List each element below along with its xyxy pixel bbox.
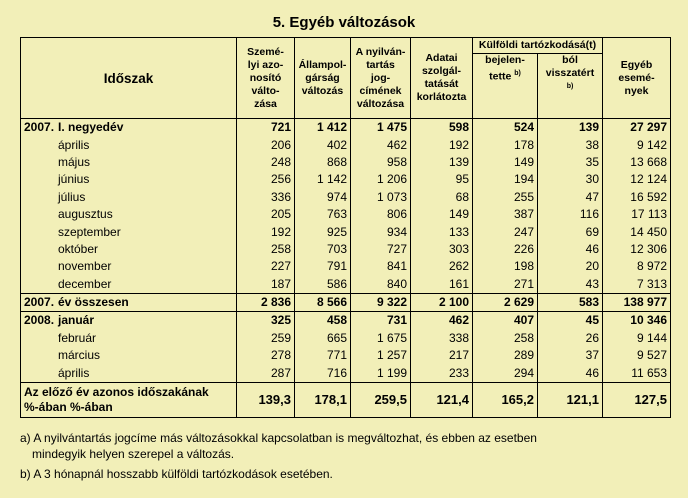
row-period	[21, 293, 237, 311]
row-label: július	[58, 189, 86, 204]
cell-value: 45	[538, 312, 603, 330]
row-period	[21, 206, 237, 223]
table-row	[21, 171, 671, 188]
header-adatszolgaltatas: Adatai szolgál- tatását korlátozta	[411, 38, 473, 119]
header-egyeb-esemenyek: Egyéb esemé- nyek	[603, 38, 671, 119]
cell-value: 226	[473, 241, 538, 258]
row-period	[21, 119, 237, 137]
cell-value: 402	[295, 136, 351, 153]
cell-value: 2 836	[237, 293, 295, 311]
cell-value: 716	[295, 364, 351, 382]
cell-value: 149	[473, 154, 538, 171]
cell-value: 11 653	[603, 364, 671, 382]
row-label: november	[58, 259, 112, 274]
cell-value: 247	[473, 223, 538, 240]
cell-value: 27 297	[603, 119, 671, 137]
cell-value: 806	[351, 206, 411, 223]
cell-value: 198	[473, 258, 538, 275]
cell-value: 338	[411, 330, 473, 347]
cell-value: 178	[473, 136, 538, 153]
cell-value: 139	[538, 119, 603, 137]
comparison-value: 259,5	[351, 382, 411, 417]
row-period	[21, 312, 237, 330]
row-label: április	[58, 365, 90, 380]
row-label: június	[58, 172, 90, 187]
row-label: október	[58, 241, 99, 256]
row-label: szeptember	[58, 224, 121, 239]
cell-value: 407	[473, 312, 538, 330]
cell-value: 20	[538, 258, 603, 275]
cell-value: 287	[237, 364, 295, 382]
table-row	[21, 258, 671, 275]
cell-value: 9 144	[603, 330, 671, 347]
cell-value: 840	[351, 276, 411, 294]
cell-value: 731	[351, 312, 411, 330]
cell-value: 13 668	[603, 154, 671, 171]
row-period	[21, 171, 237, 188]
cell-value: 278	[237, 347, 295, 364]
cell-value: 256	[237, 171, 295, 188]
comparison-row	[21, 382, 671, 417]
comparison-value: 178,1	[295, 382, 351, 417]
statistics-table	[20, 37, 671, 418]
cell-value: 8 566	[295, 293, 351, 311]
comparison-label	[21, 382, 237, 417]
cell-value: 1 257	[351, 347, 411, 364]
cell-value: 187	[237, 276, 295, 294]
cell-value: 1 199	[351, 364, 411, 382]
table-row	[21, 293, 671, 311]
cell-value: 336	[237, 189, 295, 206]
cell-value: 149	[411, 206, 473, 223]
table-row	[21, 206, 671, 223]
cell-value: 303	[411, 241, 473, 258]
cell-value: 259	[237, 330, 295, 347]
cell-value: 2 629	[473, 293, 538, 311]
row-period	[21, 364, 237, 382]
cell-value: 192	[411, 136, 473, 153]
table-body	[21, 119, 671, 418]
table-row	[21, 119, 671, 137]
cell-value: 387	[473, 206, 538, 223]
cell-value: 583	[538, 293, 603, 311]
cell-value: 138 977	[603, 293, 671, 311]
row-label: december	[58, 276, 112, 291]
table-row	[21, 312, 671, 330]
cell-value: 205	[237, 206, 295, 223]
cell-value: 727	[351, 241, 411, 258]
cell-value: 791	[295, 258, 351, 275]
row-label: május	[58, 154, 91, 169]
cell-value: 161	[411, 276, 473, 294]
row-period	[21, 154, 237, 171]
footnote-ref-b: b)	[514, 70, 521, 77]
cell-value: 974	[295, 189, 351, 206]
cell-value: 462	[411, 312, 473, 330]
cell-value: 30	[538, 171, 603, 188]
cell-value: 598	[411, 119, 473, 137]
cell-value: 1 073	[351, 189, 411, 206]
cell-value: 206	[237, 136, 295, 153]
cell-value: 925	[295, 223, 351, 240]
cell-value: 524	[473, 119, 538, 137]
cell-value: 17 113	[603, 206, 671, 223]
cell-value: 192	[237, 223, 295, 240]
cell-value: 258	[237, 241, 295, 258]
cell-value: 43	[538, 276, 603, 294]
cell-value: 8 972	[603, 258, 671, 275]
table-row	[21, 136, 671, 153]
comparison-value: 165,2	[473, 382, 538, 417]
cell-value: 294	[473, 364, 538, 382]
row-label: I. negyedév	[58, 120, 124, 135]
table-row	[21, 276, 671, 294]
cell-value: 7 313	[603, 276, 671, 294]
comparison-value: 121,1	[538, 382, 603, 417]
cell-value: 16 592	[603, 189, 671, 206]
table-row	[21, 330, 671, 347]
row-period	[21, 258, 237, 275]
cell-value: 69	[538, 223, 603, 240]
footnotes	[20, 430, 670, 482]
row-label: augusztus	[58, 207, 113, 222]
cell-value: 233	[411, 364, 473, 382]
cell-value: 841	[351, 258, 411, 275]
cell-value: 38	[538, 136, 603, 153]
cell-value: 46	[538, 364, 603, 382]
row-period	[21, 223, 237, 240]
header-kulfoldi-tartozkodas: Külföldi tartózkodásá(t)	[473, 38, 603, 54]
row-label: március	[58, 348, 101, 363]
row-period	[21, 241, 237, 258]
cell-value: 721	[237, 119, 295, 137]
cell-value: 37	[538, 347, 603, 364]
table-row	[21, 154, 671, 171]
cell-value: 771	[295, 347, 351, 364]
cell-value: 139	[411, 154, 473, 171]
cell-value: 458	[295, 312, 351, 330]
cell-value: 958	[351, 154, 411, 171]
cell-value: 868	[295, 154, 351, 171]
comparison-value: 121,4	[411, 382, 473, 417]
comparison-label-line2: %-ában %-ában	[24, 399, 113, 414]
cell-value: 68	[411, 189, 473, 206]
header-bejelentette-text: bejelen- tette	[485, 54, 525, 83]
table-row	[21, 223, 671, 240]
cell-value: 665	[295, 330, 351, 347]
row-label: április	[58, 137, 90, 152]
row-year: 2008.	[24, 313, 55, 328]
cell-value: 9 322	[351, 293, 411, 311]
header-visszatert	[538, 54, 603, 119]
footnote-a: a) A nyilvántartás jogcíme más változásokkal kapcsolatban is megváltozhat, és ebben az esetben	[20, 431, 537, 445]
table-row	[21, 241, 671, 258]
cell-value: 462	[351, 136, 411, 153]
comparison-value: 139,3	[237, 382, 295, 417]
cell-value: 46	[538, 241, 603, 258]
cell-value: 1 412	[295, 119, 351, 137]
row-label: február	[58, 330, 97, 345]
row-label: január	[58, 313, 95, 328]
cell-value: 248	[237, 154, 295, 171]
cell-value: 255	[473, 189, 538, 206]
cell-value: 14 450	[603, 223, 671, 240]
cell-value: 1 475	[351, 119, 411, 137]
row-period	[21, 189, 237, 206]
header-allampolgarsag: Állampol- gárság változás	[295, 38, 351, 119]
footnote-a-continued: mindegyik helyen szerepel a változás.	[32, 447, 235, 461]
cell-value: 763	[295, 206, 351, 223]
row-period	[21, 136, 237, 153]
cell-value: 262	[411, 258, 473, 275]
cell-value: 1 675	[351, 330, 411, 347]
cell-value: 47	[538, 189, 603, 206]
row-period	[21, 330, 237, 347]
cell-value: 194	[473, 171, 538, 188]
cell-value: 12 124	[603, 171, 671, 188]
cell-value: 227	[237, 258, 295, 275]
cell-value: 116	[538, 206, 603, 223]
row-period	[21, 347, 237, 364]
cell-value: 934	[351, 223, 411, 240]
cell-value: 703	[295, 241, 351, 258]
cell-value: 1 206	[351, 171, 411, 188]
cell-value: 9 142	[603, 136, 671, 153]
cell-value: 12 306	[603, 241, 671, 258]
header-bejelentette	[473, 54, 538, 119]
comparison-value: 127,5	[603, 382, 671, 417]
comparison-label-line1: Az előző év azonos időszakának	[24, 384, 209, 399]
header-visszatert-text: ból visszatért	[545, 54, 595, 79]
cell-value: 325	[237, 312, 295, 330]
row-period	[21, 276, 237, 294]
cell-value: 26	[538, 330, 603, 347]
footnote-ref-b: b)	[566, 83, 574, 90]
table-row	[21, 347, 671, 364]
cell-value: 217	[411, 347, 473, 364]
cell-value: 271	[473, 276, 538, 294]
row-year: 2007.	[24, 295, 55, 310]
row-label: év összesen	[58, 295, 129, 310]
row-year: 2007.	[24, 120, 55, 135]
footnote-b: b) A 3 hónapnál hosszabb külföldi tartózkodások esetében.	[20, 467, 333, 481]
cell-value: 1 142	[295, 171, 351, 188]
table-title: 5. Egyéb változások	[272, 14, 416, 31]
cell-value: 258	[473, 330, 538, 347]
table-row	[21, 189, 671, 206]
cell-value: 9 527	[603, 347, 671, 364]
cell-value: 2 100	[411, 293, 473, 311]
cell-value: 289	[473, 347, 538, 364]
cell-value: 586	[295, 276, 351, 294]
cell-value: 133	[411, 223, 473, 240]
cell-value: 10 346	[603, 312, 671, 330]
header-szemelyi-azonosito: Szemé- lyi azo- nosító válto- zása	[237, 38, 295, 119]
table-row	[21, 364, 671, 382]
cell-value: 35	[538, 154, 603, 171]
header-nyilvantartas-jogcim: A nyilván- tartás jog- címének változása	[351, 38, 411, 119]
cell-value: 95	[411, 171, 473, 188]
header-idoszak: Időszak	[21, 38, 237, 119]
